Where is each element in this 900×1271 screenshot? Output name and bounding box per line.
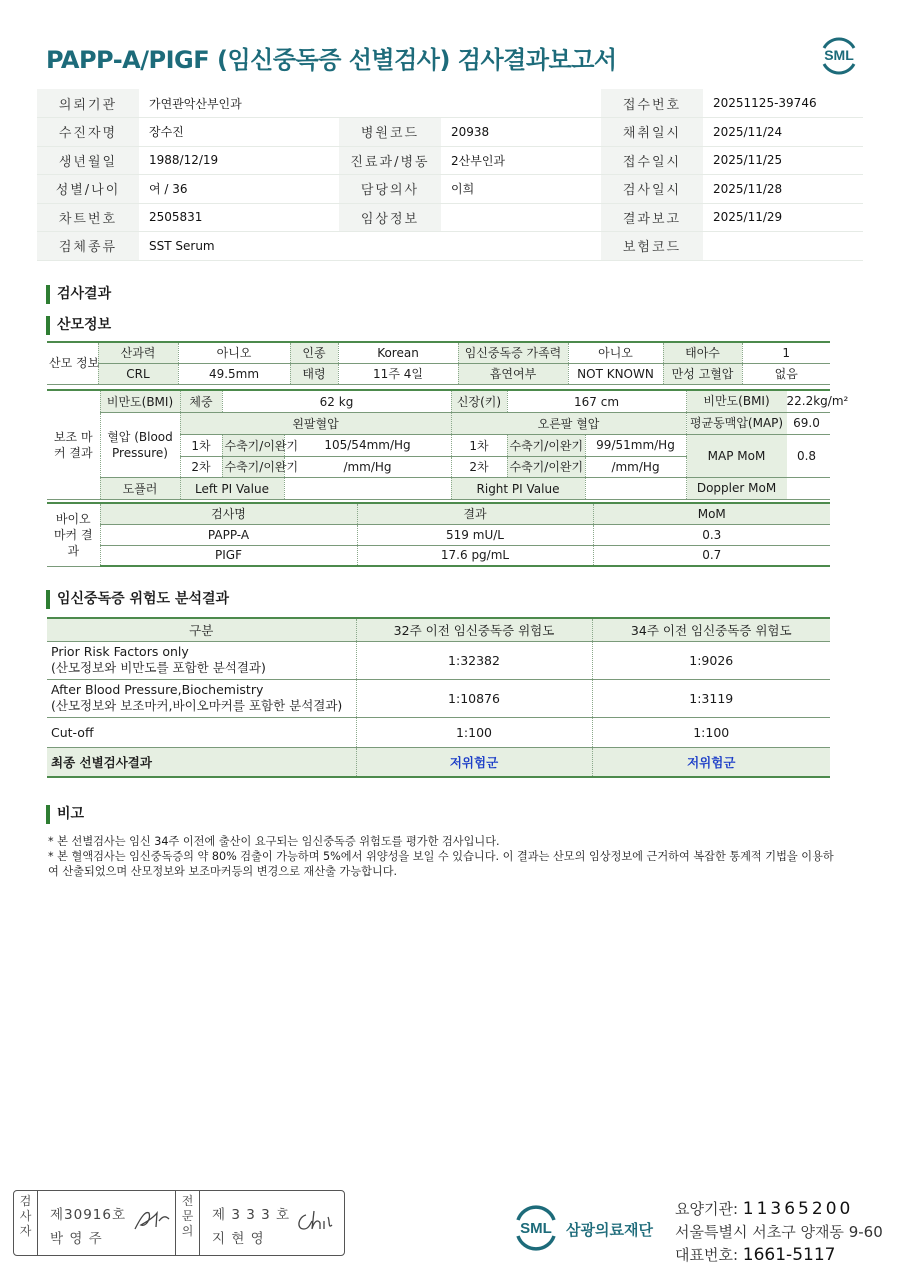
info-row xyxy=(37,175,863,204)
cell: NOT KNOWN xyxy=(568,363,663,384)
info-value xyxy=(441,203,601,232)
right-pi-label: Right PI Value xyxy=(451,478,585,500)
info-label: 차트번호 xyxy=(37,203,139,232)
risk-34w: 1:100 xyxy=(592,717,830,747)
notes xyxy=(48,834,838,879)
doppler-mom-cell xyxy=(686,478,830,500)
risk-row-sub: (산모정보와 보조마커,바이오마커를 포함한 분석결과) xyxy=(51,698,343,713)
right-bp-1: 99/51mm/Hg xyxy=(585,435,686,457)
risk-34w: 1:3119 xyxy=(592,679,830,717)
info-value: 2산부인과 xyxy=(441,146,601,175)
weight-label: 체중 xyxy=(180,390,222,413)
cell: 인종 xyxy=(290,342,338,363)
section-risk: 임신중독증 위험도 분석결과 xyxy=(46,590,229,609)
section-result: 검사결과 xyxy=(46,285,111,304)
bio-header: 결과 xyxy=(357,503,593,524)
risk-32w: 1:32382 xyxy=(356,641,592,679)
info-value: 여 / 36 xyxy=(139,175,339,204)
cell: Korean xyxy=(338,342,458,363)
info-value: SST Serum xyxy=(139,232,339,261)
info-label: 채취일시 xyxy=(601,118,703,147)
footer-sml-logo xyxy=(510,1198,562,1256)
info-row xyxy=(37,232,863,261)
left-bp-2: /mm/Hg xyxy=(284,456,451,478)
second-left: 2차 xyxy=(180,456,222,478)
biomarker-table xyxy=(47,502,830,567)
doctor-block xyxy=(200,1191,344,1255)
right-bp-label: 오른팔 혈압 xyxy=(451,413,686,435)
cell: 흡연여부 xyxy=(458,363,568,384)
sml-logo xyxy=(814,28,864,78)
info-row xyxy=(37,89,863,118)
bmi-val: 22.2kg/m² xyxy=(786,394,849,408)
final-34w: 저위험군 xyxy=(592,747,830,777)
weight-value: 62 kg xyxy=(222,390,451,413)
risk-row-title: Prior Risk Factors only xyxy=(51,644,189,659)
info-label: 의뢰기관 xyxy=(37,89,139,118)
info-value: 장수진 xyxy=(139,118,339,147)
cell: 아니오 xyxy=(178,342,290,363)
sd-label: 수축기/이완기 xyxy=(222,435,284,457)
info-label: 수진자명 xyxy=(37,118,139,147)
bio-result: 17.6 pg/mL xyxy=(357,545,593,566)
info-value xyxy=(441,89,601,118)
risk-row-label xyxy=(47,641,356,679)
risk-32w: 1:10876 xyxy=(356,679,592,717)
info-value: 2025/11/24 xyxy=(703,118,863,147)
logo-text: SML xyxy=(824,47,854,63)
info-row xyxy=(37,203,863,232)
cell: 산과력 xyxy=(98,342,178,363)
doctor-signature xyxy=(294,1209,334,1235)
cell: 임신중독증 가족력 xyxy=(458,342,568,363)
cell: 1 xyxy=(742,342,830,363)
left-pi-label: Left PI Value xyxy=(180,478,284,500)
info-label: 임상정보 xyxy=(339,203,441,232)
second-right: 2차 xyxy=(451,456,507,478)
risk-32w: 1:100 xyxy=(356,717,592,747)
section-notes: 비고 xyxy=(46,805,84,824)
note-line: * 본 혈액검사는 임신중독증의 약 80% 검출이 가능하며 5%에서 위양성을 보일 수 있습니다. 이 결과는 산모의 임상정보에 근거하여 복잡한 통계적 기법을 이용하여 산출되었으며 산모정보와 보조마커등의 변경으로 재산출 가능합니다. xyxy=(48,850,834,878)
first-left: 1차 xyxy=(180,435,222,457)
info-value: 1988/12/19 xyxy=(139,146,339,175)
signature-box xyxy=(13,1190,345,1256)
mapmom-value: 0.8 xyxy=(796,449,817,463)
risk-34w: 1:9026 xyxy=(592,641,830,679)
maternal-side-label: 산모 정보 xyxy=(47,342,98,384)
address: 서울특별시 서초구 양재동 9-60 xyxy=(675,1223,883,1241)
info-row xyxy=(37,118,863,147)
info-label: 결과보고 xyxy=(601,203,703,232)
info-label xyxy=(339,89,441,118)
bio-mom: 0.3 xyxy=(593,524,830,545)
info-label: 성별/나이 xyxy=(37,175,139,204)
info-value: 2025/11/28 xyxy=(703,175,863,204)
risk-header: 34주 이전 임신중독증 위험도 xyxy=(592,618,830,641)
info-label: 검체종류 xyxy=(37,232,139,261)
bmi-value xyxy=(686,390,849,413)
doctor-col-label: 전 문 의 xyxy=(176,1191,200,1255)
code-value: 11365200 xyxy=(742,1199,854,1219)
info-label: 병원코드 xyxy=(339,118,441,147)
height-label: 신장(키) xyxy=(451,390,507,413)
bmi-label-cell: 비만도(BMI) xyxy=(687,391,787,412)
info-value xyxy=(703,232,863,261)
code-label: 요양기관: xyxy=(675,1200,739,1218)
height-value: 167 cm xyxy=(507,390,686,413)
patient-info-table xyxy=(37,89,863,261)
bio-mom: 0.7 xyxy=(593,545,830,566)
risk-header: 32주 이전 임신중독증 위험도 xyxy=(356,618,592,641)
cell: 11주 4일 xyxy=(338,363,458,384)
info-row xyxy=(37,146,863,175)
info-value: 20251125-39746 xyxy=(703,89,863,118)
cell: 태아수 xyxy=(663,342,742,363)
risk-row-title: After Blood Pressure,Biochemistry xyxy=(51,682,264,697)
mapmom-label: MAP MoM xyxy=(687,435,787,477)
info-value: 가연관악산부인과 xyxy=(139,89,339,118)
bio-name: PIGF xyxy=(100,545,357,566)
risk-header: 구분 xyxy=(47,618,356,641)
map-value: 69.0 xyxy=(793,416,820,430)
sd-label: 수축기/이완기 xyxy=(222,456,284,478)
info-value: 2025/11/29 xyxy=(703,203,863,232)
final-label: 최종 선별검사결과 xyxy=(47,747,356,777)
info-value xyxy=(441,232,601,261)
tel-label: 대표번호: xyxy=(675,1246,739,1264)
bmi-label: 비만도(BMI) xyxy=(100,390,180,413)
map-cell xyxy=(686,413,830,435)
sd-label: 수축기/이완기 xyxy=(507,435,585,457)
inspector-no: 제30916호 xyxy=(50,1207,127,1223)
info-value: 20938 xyxy=(441,118,601,147)
info-label: 진료과/병동 xyxy=(339,146,441,175)
risk-row-title: Cut-off xyxy=(47,717,356,747)
page-title: PAPP-A/PIGF (임신중독증 선별검사) 검사결과보고서 xyxy=(46,46,617,74)
bp-label: 혈압 (Blood Pressure) xyxy=(100,413,180,478)
footer-info xyxy=(675,1198,883,1267)
footer-org-name: 삼광의료재단 xyxy=(566,1221,653,1239)
doppler-mom-label: Doppler MoM xyxy=(687,478,787,499)
info-label: 검사일시 xyxy=(601,175,703,204)
risk-row-sub: (산모정보와 비만도를 포함한 분석결과) xyxy=(51,660,266,675)
info-label: 접수일시 xyxy=(601,146,703,175)
map-label: 평균동맥압(MAP) xyxy=(687,413,787,434)
maternal-table xyxy=(47,341,830,385)
bio-header: 검사명 xyxy=(100,503,357,524)
footer-logo-text: SML xyxy=(520,1220,552,1237)
bio-name: PAPP-A xyxy=(100,524,357,545)
left-pi-value xyxy=(284,478,451,500)
section-maternal: 산모정보 xyxy=(46,316,111,335)
inspector-col-label: 검 사 자 xyxy=(14,1191,38,1255)
right-pi-value xyxy=(585,478,686,500)
info-label xyxy=(339,232,441,261)
doctor-no: 제 3 3 3 호 xyxy=(212,1207,291,1223)
bio-side-label: 바이오 마커 결과 xyxy=(47,503,100,566)
bio-result: 519 mU/L xyxy=(357,524,593,545)
info-value: 2025/11/25 xyxy=(703,146,863,175)
risk-table xyxy=(47,617,830,778)
cell: 49.5mm xyxy=(178,363,290,384)
cell: CRL xyxy=(98,363,178,384)
left-bp-label: 왼팔혈압 xyxy=(180,413,451,435)
inspector-name: 박 영 주 xyxy=(50,1231,103,1247)
aux-side-label: 보조 마커 결과 xyxy=(47,390,100,500)
info-value: 2505831 xyxy=(139,203,339,232)
note-line: * 본 선별검사는 임신 34주 이전에 출산이 요구되는 임신중독증 위험도를 평가한 검사입니다. xyxy=(48,835,500,848)
info-value: 이희 xyxy=(441,175,601,204)
info-label: 생년월일 xyxy=(37,146,139,175)
sd-label: 수축기/이완기 xyxy=(507,456,585,478)
bio-header: MoM xyxy=(593,503,830,524)
aux-marker-table xyxy=(47,389,849,500)
left-bp-1: 105/54mm/Hg xyxy=(284,435,451,457)
doppler-label: 도플러 xyxy=(100,478,180,500)
info-label: 접수번호 xyxy=(601,89,703,118)
cell: 태령 xyxy=(290,363,338,384)
mapmom-cell xyxy=(686,435,830,478)
cell: 아니오 xyxy=(568,342,663,363)
inspector-signature xyxy=(132,1209,172,1233)
final-32w: 저위험군 xyxy=(356,747,592,777)
cell: 없음 xyxy=(742,363,830,384)
cell: 만성 고혈압 xyxy=(663,363,742,384)
inspector-block xyxy=(38,1191,176,1255)
info-label: 보험코드 xyxy=(601,232,703,261)
doctor-name: 지 현 영 xyxy=(212,1231,265,1247)
first-right: 1차 xyxy=(451,435,507,457)
right-bp-2: /mm/Hg xyxy=(585,456,686,478)
tel-value: 1661-5117 xyxy=(742,1245,836,1265)
info-label: 담당의사 xyxy=(339,175,441,204)
risk-row-label xyxy=(47,679,356,717)
